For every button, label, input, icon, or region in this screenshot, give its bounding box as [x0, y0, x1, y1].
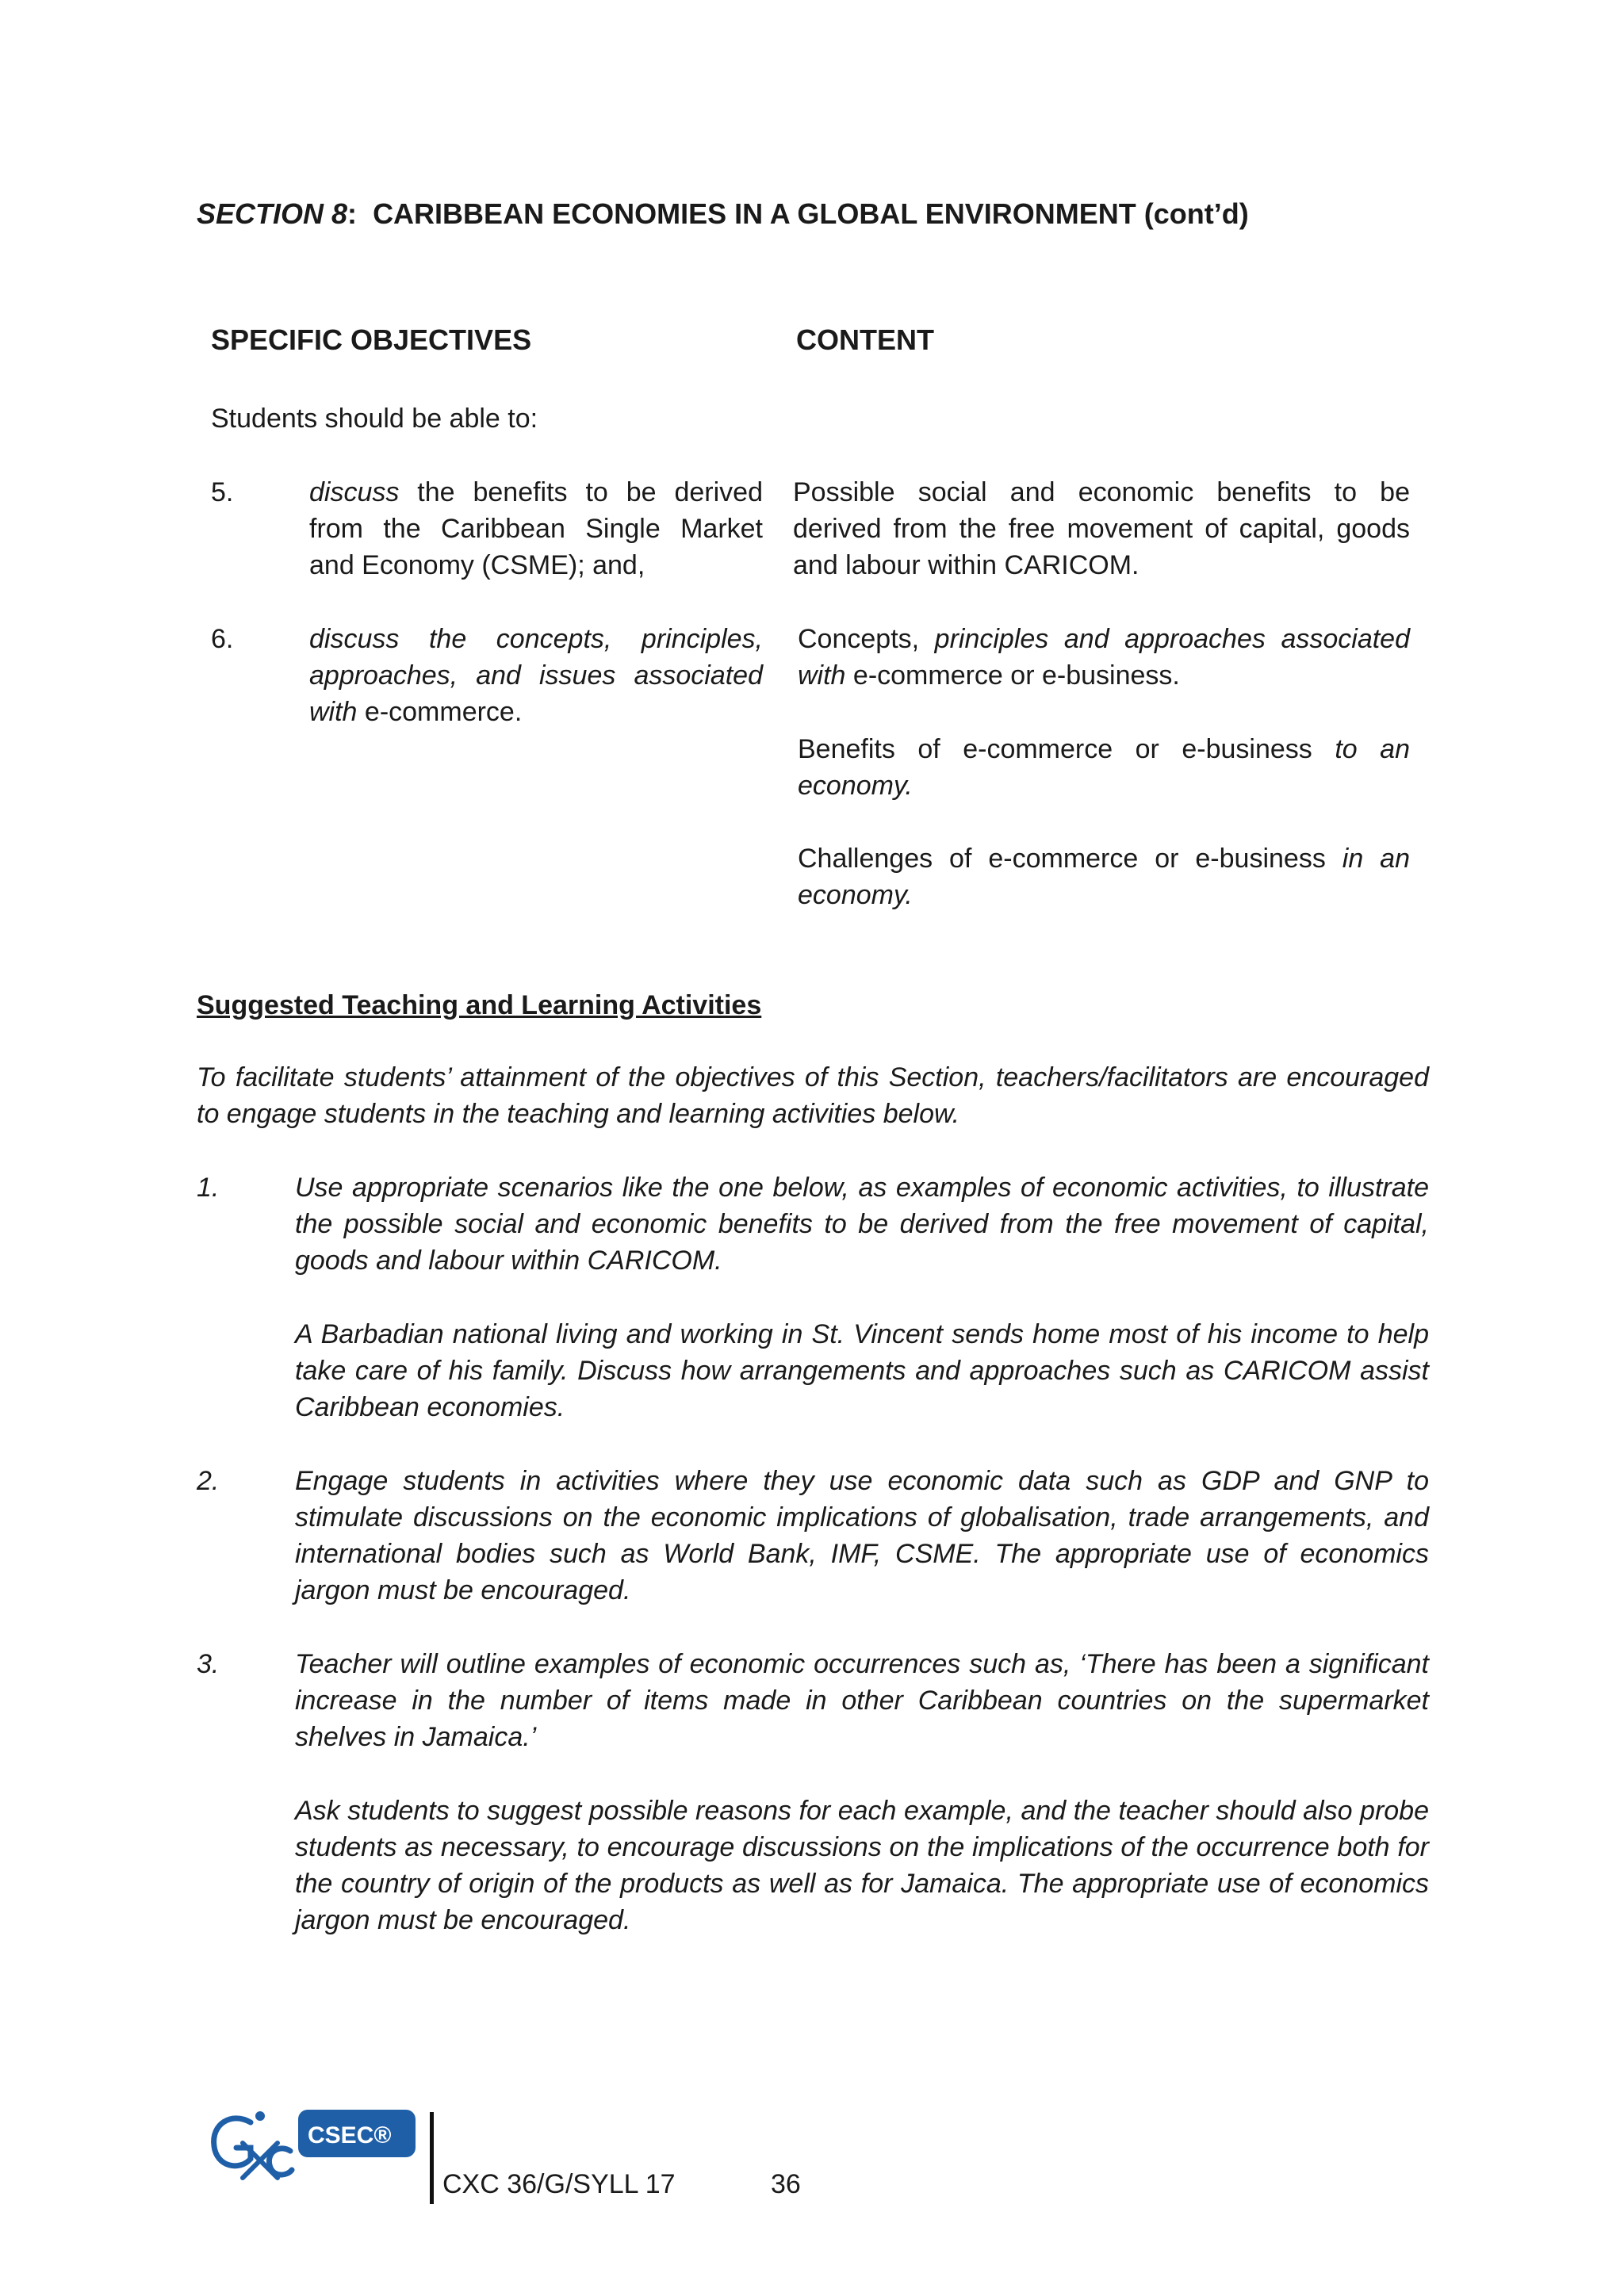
objective-number: 6.: [211, 624, 234, 654]
content-item: Benefits of e-commerce or e-business to an economy.: [798, 734, 1410, 801]
content-item: Challenges of e-commerce or e-business in an economy.: [798, 844, 1410, 910]
students-intro: Students should be able to:: [211, 404, 538, 434]
content-heading: CONTENT: [796, 323, 934, 356]
page-number: 36: [771, 2169, 801, 2199]
objective-verb: discuss the concepts, principles, approaches, and issues associated with: [309, 624, 763, 727]
activity-text: Engage students in activities where they use economic data such as GDP and GNP to stimulate discussions on the economic implications of globalisation, trade arrangements, and international bodies such as World Bank, IMF, CSME. The appropriate use of economics jargon must be encouraged.: [295, 1466, 1429, 1605]
objective-body: e-commerce.: [357, 697, 523, 727]
activity-followup: Ask students to suggest possible reasons for each example, and the teacher should also probe students as necessary, to encourage discussions on the implications of the occurrence both for the country of origin of the products as well as for Jamaica. The appropriate use of economics jargon must be encouraged.: [295, 1796, 1429, 1935]
syllabus-code: CXC 36/G/SYLL 17: [442, 2169, 676, 2199]
footer-divider: [430, 2112, 434, 2204]
csec-badge-text: CSEC®: [308, 2122, 392, 2149]
section-colon: :: [347, 197, 358, 230]
activity-text: Teacher will outline examples of economic occurrences such as, ‘There has been a significant increase in the number of items made in other Caribbean countries on the supermarket shelves in Jamaica.’: [295, 1649, 1429, 1752]
objective-verb: discuss: [309, 477, 400, 507]
activities-heading: Suggested Teaching and Learning Activities: [197, 990, 762, 1020]
activity-text: Use appropriate scenarios like the one below, as examples of economic activities, to illustrate the possible social and economic benefits to be derived from the free movement of capital, goods and labour within CARICOM.: [295, 1173, 1429, 1276]
specific-objectives-heading: SPECIFIC OBJECTIVES: [211, 323, 532, 356]
objective-text: [309, 474, 763, 584]
activity-number: 3.: [197, 1649, 220, 1679]
activity-scenario: A Barbadian national living and working in St. Vincent sends home most of his income to help take care of his family. Discuss how arrangements and approaches such as CARICOM assist Caribbean economies.: [295, 1319, 1429, 1422]
section-title: CARIBBEAN ECONOMIES IN A GLOBAL ENVIRONMENT (cont’d): [373, 197, 1249, 230]
content-item: Concepts, principles and approaches associated with e-commerce or e-business.: [798, 624, 1411, 691]
section-heading: [197, 196, 1249, 232]
activity-number: 1.: [197, 1173, 220, 1203]
activities-intro: To facilitate students’ attainment of the objectives of this Section, teachers/facilitators are encouraged to engage students in the teaching and learning activities below.: [197, 1062, 1429, 1129]
objective-body: the benefits to be derived from the Caribbean Single Market and Economy (CSME); and,: [309, 477, 763, 580]
content-item: Possible social and economic benefits to be derived from the free movement of capital, goods and labour within CARICOM.: [793, 477, 1410, 580]
section-label: SECTION 8: [197, 197, 348, 230]
objective-number: 5.: [211, 477, 234, 507]
cxc-csec-logo: [205, 2105, 417, 2184]
cxc-monogram-icon: [214, 2111, 292, 2178]
activity-number: 2.: [197, 1466, 220, 1496]
objective-text: [309, 621, 763, 730]
